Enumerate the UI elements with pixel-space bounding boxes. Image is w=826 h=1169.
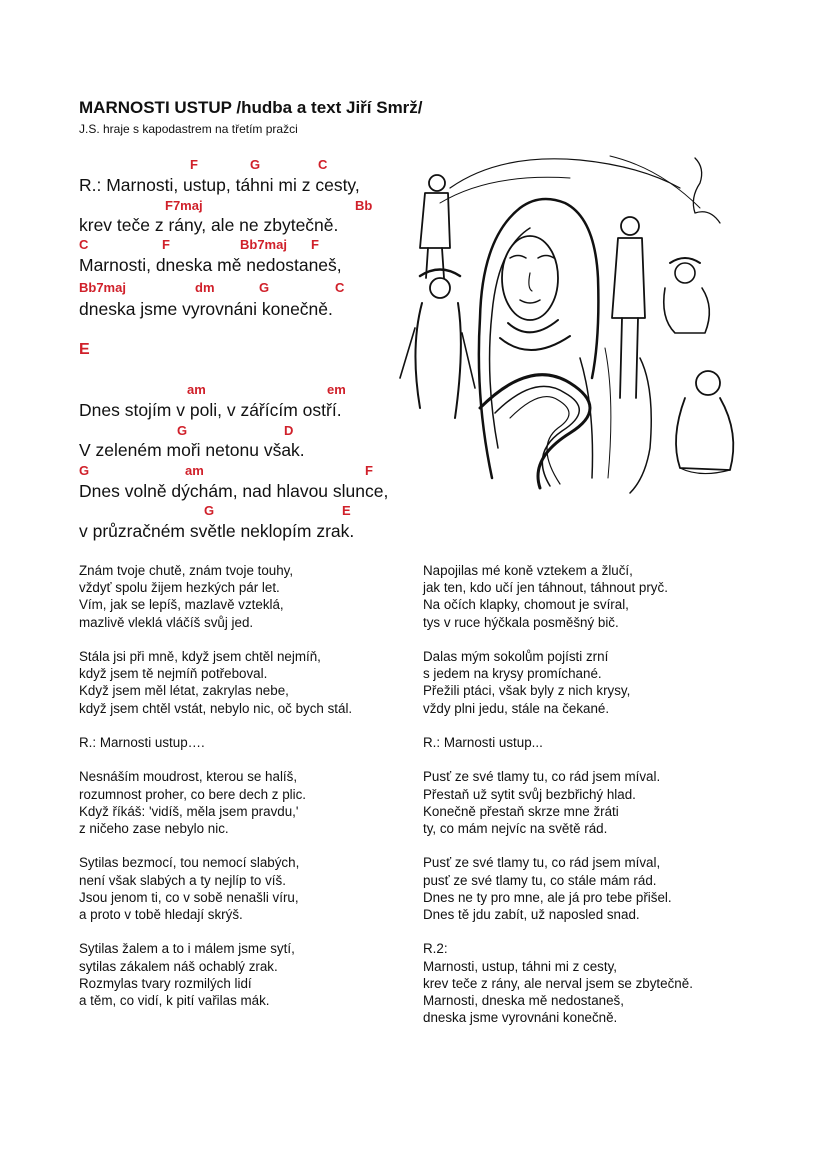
lyric-line: když jsem tě nejmíň potřeboval. — [79, 666, 268, 682]
chord: G — [250, 157, 261, 172]
lyric-line: Na očích klapky, chomout je svíral, — [423, 597, 629, 613]
chord: am — [187, 382, 206, 397]
chord: D — [284, 423, 294, 438]
lyric-line: Dnes tě jdu zabít, už naposled snad. — [423, 907, 640, 922]
lyric-line: vždy plni jedu, stále na čekané. — [423, 700, 610, 716]
lyric-line: sytilas zákalem náš ochablý zrak. — [79, 958, 278, 974]
stanza — [423, 768, 693, 837]
lyric-line: Dalas mým sokolům pojísti zrní — [423, 649, 609, 664]
chord: F — [190, 157, 198, 172]
chord: G — [204, 503, 215, 518]
chord: Bb7maj — [79, 280, 126, 295]
stanza — [423, 854, 693, 923]
chord: G — [259, 280, 270, 295]
lyric-line: a proto v tobě hledají skrýš. — [79, 907, 243, 922]
lyric-line: Napojilas mé koně vztekem a žlučí, — [423, 563, 633, 578]
chord: em — [327, 382, 346, 397]
stanza — [79, 768, 352, 837]
lyric-line: Marnosti, ustup, táhni mi z cesty, — [423, 958, 617, 974]
lyric-line: když jsem chtěl vstát, nebylo nic, oč bych stál. — [79, 700, 353, 716]
stanza — [79, 648, 352, 717]
lyric-line: rozumnost proher, co bere dech z plic. — [79, 786, 307, 802]
lyric-line: z ničeho zase nebylo nic. — [79, 821, 229, 836]
chord: am — [185, 463, 204, 478]
lyric-line: a těm, co vidí, k pití vařilas mák. — [79, 993, 270, 1008]
lyric-line: není však slabých a ty nejlíp to víš. — [79, 872, 286, 888]
lyric-line: Sytilas bezmocí, tou nemocí slabých, — [79, 855, 300, 871]
chord: dm — [195, 280, 215, 295]
chord: F — [365, 463, 373, 478]
chord: G — [79, 463, 90, 478]
lyric-line: krev teče z rány, ale nerval jsem se zbytečně. — [423, 975, 693, 991]
lyric-line: R.: Marnosti ustup... — [423, 735, 543, 750]
verse-line: v průzračném světle neklopím zrak. — [79, 521, 355, 541]
chord: C — [335, 280, 345, 295]
stanza — [79, 562, 352, 631]
lyric-line: Přežili ptáci, však byly z nich krysy, — [423, 683, 631, 699]
chorus-line: R.: Marnosti, ustup, táhni mi z cesty, — [79, 175, 360, 195]
lyric-line: s jedem na krysy promíchané. — [423, 666, 602, 682]
stanza — [79, 854, 352, 923]
lyric-line: Když jsem měl létat, zakrylas nebe, — [79, 683, 289, 699]
lyric-line: pusť ze své tlamy tu, co stále mám rád. — [423, 872, 657, 888]
lyric-line: Stála jsi při mně, když jsem chtěl nejmíň, — [79, 649, 321, 664]
lyric-line: R.: Marnosti ustup…. — [79, 735, 205, 750]
lyric-line: Když říkáš: 'vidíš, měla jsem pravdu,' — [79, 803, 299, 819]
lyric-line: Jsou jenom ti, co v sobě nenašli víru, — [79, 889, 299, 905]
chord: F — [311, 237, 319, 252]
lyric-line: Pusť ze své tlamy tu, co rád jsem míval. — [423, 769, 661, 785]
stanza — [79, 940, 352, 1009]
stanza — [423, 648, 693, 717]
chord: Bb7maj — [240, 237, 287, 252]
chord: C — [318, 157, 328, 172]
lyric-line: ty, co mám nejvíc na světě rád. — [423, 821, 608, 836]
stanza — [79, 734, 352, 751]
verse-line: Dnes stojím v poli, v zářícím ostří. — [79, 400, 342, 420]
lyric-line: vždyť spolu žijem hezkých pár let. — [79, 580, 280, 596]
lyric-line: Marnosti, dneska mě nedostaneš, — [423, 993, 624, 1008]
lyric-line: tys v ruce hýčkala posměšný bič. — [423, 614, 619, 630]
left-verse-column — [79, 562, 352, 1026]
lyric-line: Sytilas žalem a to i málem jsme sytí, — [79, 941, 295, 957]
verse-line: Dnes volně dýchám, nad hlavou slunce, — [79, 481, 389, 501]
lyric-line: R.2: — [423, 941, 448, 957]
lyric-line: Konečně přestaň skrze mne žráti — [423, 803, 619, 819]
chord: F7maj — [165, 198, 203, 213]
lyric-line: Přestaň už sytit svůj bezbřichý hlad. — [423, 786, 636, 802]
lyric-line: dneska jsme vyrovnáni konečně. — [423, 1010, 618, 1026]
verse-line: V zeleném moři netonu však. — [79, 440, 305, 460]
song-title: MARNOSTI USTUP /hudba a text Jiří Smrž/ — [79, 98, 423, 117]
chorus-line: dneska jsme vyrovnáni konečně. — [79, 299, 333, 319]
capo-note: J.S. hraje s kapodastrem na třetím pražci — [79, 122, 298, 136]
stanza — [423, 562, 693, 631]
key-marker: E — [79, 341, 90, 358]
lyric-line: Vím, jak se lepíš, mazlavě vzteklá, — [79, 597, 284, 613]
ink-sketch-illustration — [380, 148, 745, 496]
lyric-line: Pusť ze své tlamy tu, co rád jsem míval, — [423, 855, 661, 871]
lyric-line: mazlivě vleklá vláčíš svůj jed. — [79, 614, 254, 630]
right-verse-column — [423, 562, 693, 1044]
lyric-line: Nesnáším moudrost, kterou se halíš, — [79, 769, 298, 785]
chord: Bb — [355, 198, 373, 213]
chord: F — [162, 237, 170, 252]
chord: C — [79, 237, 89, 252]
lyric-line: Znám tvoje chutě, znám tvoje touhy, — [79, 563, 294, 578]
stanza — [423, 940, 693, 1026]
chord: E — [342, 503, 351, 518]
lyric-line: Rozmylas tvary rozmilých lidí — [79, 975, 252, 991]
chorus-line: krev teče z rány, ale ne zbytečně. — [79, 215, 339, 235]
chorus-line: Marnosti, dneska mě nedostaneš, — [79, 255, 342, 275]
chord: G — [177, 423, 188, 438]
lyric-line: Dnes ne ty pro mne, ale já pro tebe přišel. — [423, 889, 672, 905]
stanza — [423, 734, 693, 751]
lyric-line: jak ten, kdo učí jen táhnout, táhnout pryč. — [423, 580, 668, 596]
